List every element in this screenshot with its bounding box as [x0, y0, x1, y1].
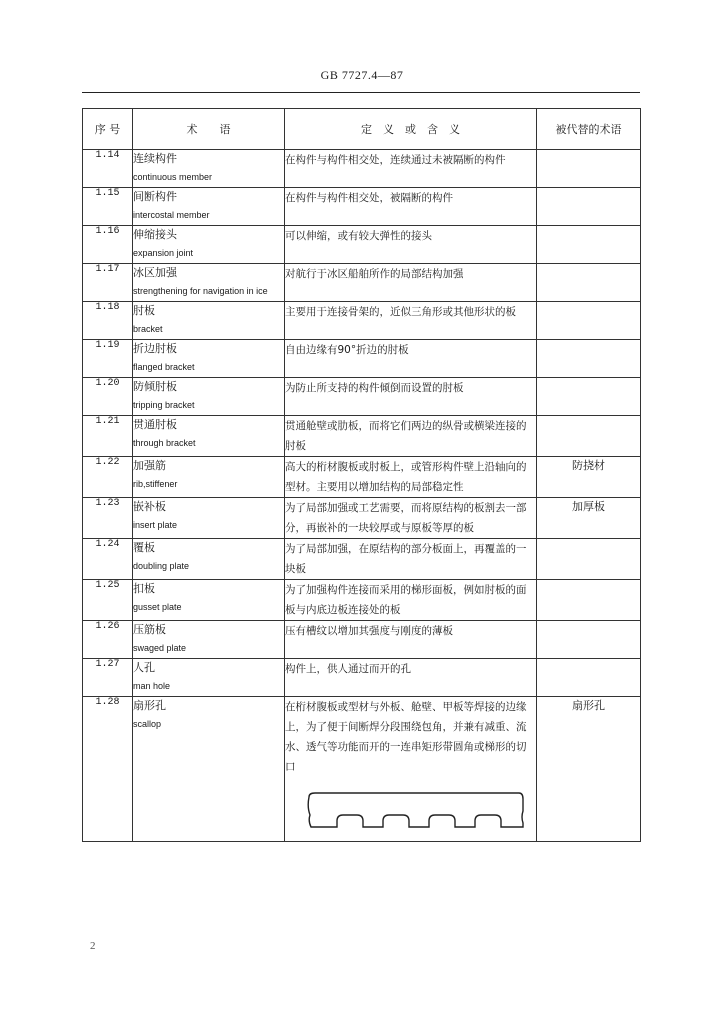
term-number: 1.17 — [83, 264, 133, 302]
term-definition: 为了局部加强或工艺需要，而将原结构的板割去一部分，再嵌补的一块较厚或与原板等厚的板 — [285, 498, 537, 539]
term-cell — [133, 457, 285, 498]
replaced-term — [537, 621, 641, 659]
table-row — [83, 580, 641, 621]
term-definition: 压有槽纹以增加其强度与刚度的薄板 — [285, 621, 537, 659]
table-row — [83, 539, 641, 580]
term-cell — [133, 226, 285, 264]
term-english: tripping bracket — [133, 400, 195, 410]
term-english: expansion joint — [133, 248, 194, 258]
table-row — [83, 378, 641, 416]
scallop-diagram — [305, 789, 527, 833]
table-row — [83, 659, 641, 697]
term-definition: 在构件与构件相交处，被隔断的构件 — [285, 188, 537, 226]
term-english: intercostal member — [133, 210, 210, 220]
term-number: 1.24 — [83, 539, 133, 580]
term-english: flanged bracket — [133, 362, 195, 372]
term-number: 1.28 — [83, 697, 133, 842]
table-row — [83, 150, 641, 188]
replaced-term — [537, 340, 641, 378]
term-english: continuous member — [133, 172, 213, 182]
term-english: insert plate — [133, 520, 178, 530]
replaced-term — [537, 539, 641, 580]
term-cell — [133, 659, 285, 697]
term-chinese: 加强筋 — [133, 459, 166, 472]
term-definition: 为了局部加强，在原结构的部分板面上，再覆盖的一块板 — [285, 539, 537, 580]
term-definition: 在构件与构件相交处，连续通过未被隔断的构件 — [285, 150, 537, 188]
term-cell — [133, 539, 285, 580]
replaced-term — [537, 188, 641, 226]
replaced-term — [537, 226, 641, 264]
page-number: 2 — [90, 940, 96, 952]
replaced-term — [537, 580, 641, 621]
term-chinese: 肘板 — [133, 304, 155, 317]
replaced-term — [537, 659, 641, 697]
table-row — [83, 498, 641, 539]
table-row — [83, 226, 641, 264]
term-definition: 贯通舱壁或肋板，而将它们两边的纵骨或横梁连接的肘板 — [285, 416, 537, 457]
term-chinese: 嵌补板 — [133, 500, 166, 513]
table-row — [83, 457, 641, 498]
term-cell — [133, 580, 285, 621]
term-chinese: 折边肘板 — [133, 342, 177, 355]
term-english: scallop — [133, 719, 162, 729]
term-definition — [285, 697, 537, 842]
term-chinese: 防倾肘板 — [133, 380, 177, 393]
column-header-replaced: 被代替的术语 — [537, 109, 641, 150]
table-row — [83, 264, 641, 302]
replaced-term — [537, 416, 641, 457]
term-english: bracket — [133, 324, 163, 334]
replaced-term — [537, 150, 641, 188]
term-definition: 为防止所支持的构件倾倒而设置的肘板 — [285, 378, 537, 416]
term-number: 1.22 — [83, 457, 133, 498]
table-row — [83, 340, 641, 378]
term-chinese: 压筋板 — [133, 623, 166, 636]
table-row — [83, 697, 641, 842]
term-english: man hole — [133, 681, 171, 691]
term-definition: 为了加强构件连接而采用的梯形面板，例如肘板的面板与内底边板连接处的板 — [285, 580, 537, 621]
scallop-outline — [308, 793, 523, 827]
term-cell — [133, 621, 285, 659]
replaced-term — [537, 302, 641, 340]
term-number: 1.20 — [83, 378, 133, 416]
term-cell — [133, 340, 285, 378]
term-cell — [133, 188, 285, 226]
term-chinese: 人孔 — [133, 661, 155, 674]
term-number: 1.21 — [83, 416, 133, 457]
term-number: 1.14 — [83, 150, 133, 188]
term-chinese: 连续构件 — [133, 152, 177, 165]
term-english: gusset plate — [133, 602, 182, 612]
column-header-number: 序 号 — [83, 109, 133, 150]
term-english: doubling plate — [133, 561, 190, 571]
term-number: 1.18 — [83, 302, 133, 340]
term-number: 1.23 — [83, 498, 133, 539]
replaced-term: 防挠材 — [537, 457, 641, 498]
term-cell — [133, 378, 285, 416]
term-definition: 主要用于连接骨架的，近似三角形或其他形状的板 — [285, 302, 537, 340]
term-definition-text: 在桁材腹板或型材与外板、舱壁、甲板等焊接的边缘上，为了便于间断焊分段围绕包角，并兼有减重、流水、透气等功能而开的一连串矩形带圆角或梯形的切口 — [285, 701, 527, 773]
term-chinese: 贯通肘板 — [133, 418, 177, 431]
term-definition: 自由边缘有90°折边的肘板 — [285, 340, 537, 378]
term-chinese: 扣板 — [133, 582, 155, 595]
term-english: through bracket — [133, 438, 196, 448]
term-cell — [133, 302, 285, 340]
standard-code: GB 7727.4—87 — [320, 68, 404, 82]
term-number: 1.19 — [83, 340, 133, 378]
term-english: swaged plate — [133, 643, 187, 653]
header-rule — [82, 92, 640, 93]
table-header-row — [83, 109, 641, 150]
table-row — [83, 416, 641, 457]
term-chinese: 覆板 — [133, 541, 155, 554]
term-cell — [133, 264, 285, 302]
term-chinese: 伸缩接头 — [133, 228, 177, 241]
column-header-term: 术 语 — [133, 109, 285, 150]
term-number: 1.27 — [83, 659, 133, 697]
replaced-term — [537, 264, 641, 302]
table-row — [83, 302, 641, 340]
term-cell — [133, 150, 285, 188]
term-english: strengthening for navigation in ice — [133, 286, 268, 296]
table-row — [83, 188, 641, 226]
term-english: rib,stiffener — [133, 479, 178, 489]
term-chinese: 间断构件 — [133, 190, 177, 203]
term-definition: 可以伸缩，或有较大弹性的接头 — [285, 226, 537, 264]
table-row — [83, 621, 641, 659]
terms-table — [82, 108, 641, 842]
replaced-term — [537, 378, 641, 416]
term-definition: 构件上，供人通过而开的孔 — [285, 659, 537, 697]
term-cell — [133, 416, 285, 457]
term-definition: 高大的桁材腹板或肘板上，或管形构件壁上沿轴向的型材。主要用以增加结构的局部稳定性 — [285, 457, 537, 498]
term-definition: 对航行于冰区船舶所作的局部结构加强 — [285, 264, 537, 302]
term-number: 1.16 — [83, 226, 133, 264]
term-number: 1.25 — [83, 580, 133, 621]
term-cell — [133, 697, 285, 842]
term-number: 1.15 — [83, 188, 133, 226]
replaced-term: 加厚板 — [537, 498, 641, 539]
term-chinese: 冰区加强 — [133, 266, 177, 279]
column-header-definition: 定 义 或 含 义 — [285, 109, 537, 150]
term-number: 1.26 — [83, 621, 133, 659]
replaced-term: 扇形孔 — [537, 697, 641, 842]
term-cell — [133, 498, 285, 539]
term-chinese: 扇形孔 — [133, 699, 166, 712]
